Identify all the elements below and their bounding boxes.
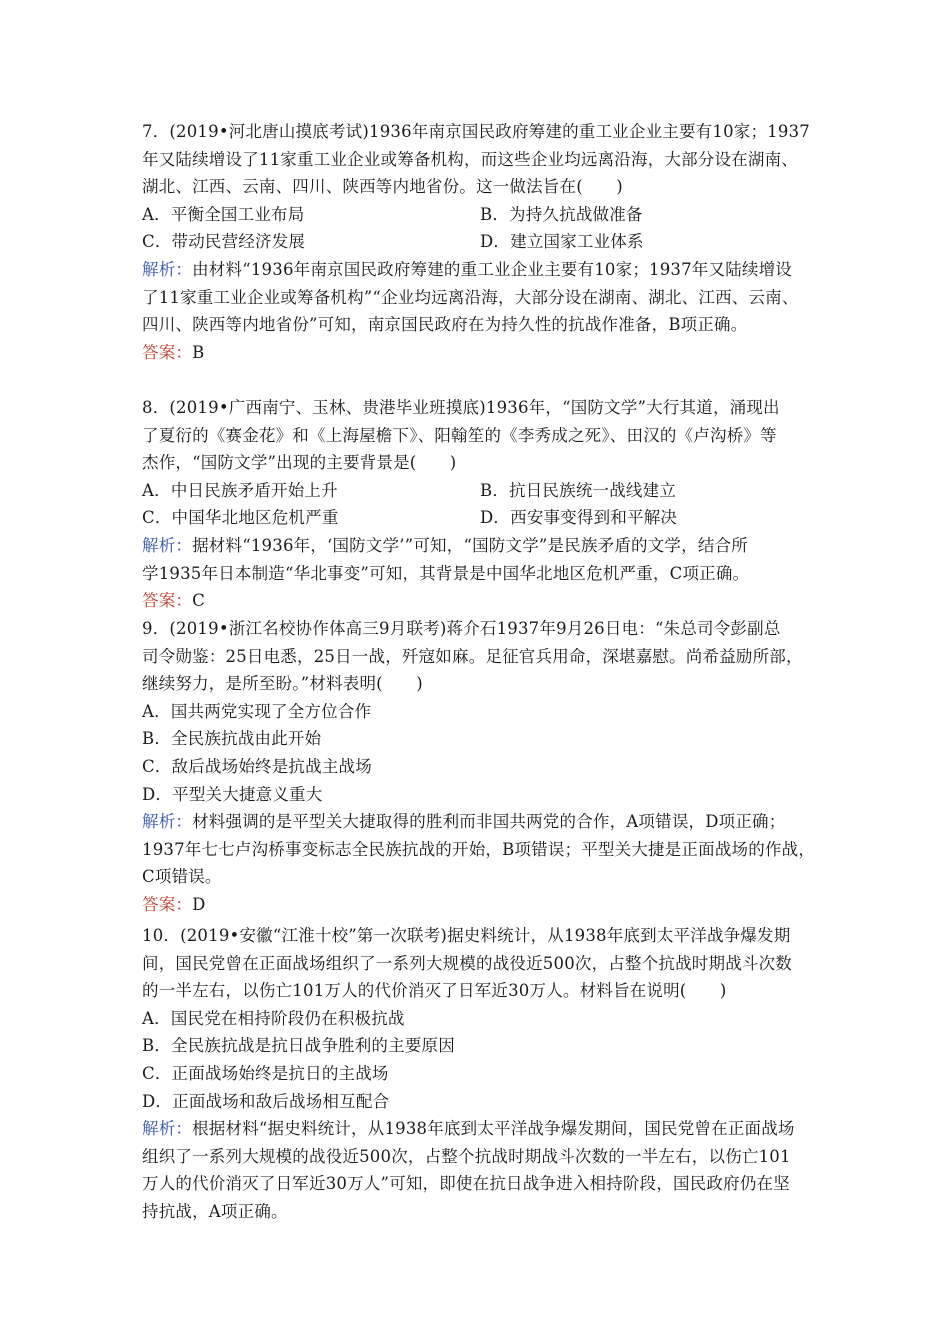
answer-line bbox=[142, 587, 822, 615]
analysis-text: 据材料“1936年，‘国防文学’”可知，“国防文学”是民族矛盾的文学，结合所 bbox=[192, 535, 748, 555]
question-stem-line: 的一半左右，以伤亡101万人的代价消灭了日军近30万人。材料旨在说明( ) bbox=[142, 981, 727, 1001]
analysis-line: 学1935年日本制造“华北事变”可知，其背景是中国华北地区危机严重，C项正确。 bbox=[142, 563, 750, 583]
option-a: A．国共两党实现了全方位合作 bbox=[142, 701, 372, 721]
question-stem-line: 7．(2019•河北唐山摸底考试)1936年南京国民政府筹建的重工业企业主要有10家；1937 bbox=[142, 122, 810, 141]
analysis-line bbox=[142, 532, 822, 560]
question-stem-line: 间，国民党曾在正面战场组织了一系列大规模的战役近500次，占整个抗战时期战斗次数 bbox=[142, 953, 792, 973]
option-b: B．全民族抗战由此开始 bbox=[142, 729, 322, 749]
question-10 bbox=[142, 922, 822, 1226]
question-stem-line: 司令勋鉴：25日电悉，25日一战，歼寇如麻。足征官兵用命，深堪嘉慰。尚希益励所部， bbox=[142, 646, 803, 666]
option-d: D．建立国家工业体系 bbox=[480, 232, 644, 252]
analysis-line bbox=[142, 256, 822, 284]
option-c: C．带动民营经济发展 bbox=[142, 232, 306, 252]
option-c: C．敌后战场始终是抗战主战场 bbox=[142, 756, 372, 776]
option-b: B．全民族抗战是抗日战争胜利的主要原因 bbox=[142, 1036, 455, 1056]
analysis-line bbox=[142, 1115, 822, 1143]
option-b: B．抗日民族统一战线建立 bbox=[480, 480, 677, 500]
analysis-line: 持抗战，A项正确。 bbox=[142, 1201, 288, 1221]
analysis-line: 四川、陕西等内地省份”可知，南京国民政府在为持久性的抗战作准备，B项正确。 bbox=[142, 315, 748, 335]
analysis-label: 解析： bbox=[142, 259, 193, 279]
option-d: D．西安事变得到和平解决 bbox=[480, 508, 678, 528]
analysis-line bbox=[142, 808, 822, 836]
option-c: C．正面战场始终是抗日的主战场 bbox=[142, 1063, 389, 1083]
answer-line bbox=[142, 339, 822, 367]
analysis-text: 材料强调的是平型关大捷取得的胜利而非国共两党的合作，A项错误，D项正确； bbox=[192, 812, 786, 832]
option-d: D．平型关大捷意义重大 bbox=[142, 784, 323, 804]
question-8 bbox=[142, 394, 822, 615]
options-row bbox=[142, 504, 822, 532]
analysis-text: 由材料“1936年南京国民政府筹建的重工业企业主要有10家；1937年又陆续增设 bbox=[192, 259, 793, 279]
question-7 bbox=[142, 118, 822, 366]
answer-value: D bbox=[192, 894, 206, 914]
analysis-line: C项错误。 bbox=[142, 867, 222, 887]
question-stem-line: 了夏衍的《赛金花》和《上海屋檐下》、阳翰笙的《李秀成之死》、田汉的《卢沟桥》等 bbox=[142, 425, 777, 445]
option-c: C．中国华北地区危机严重 bbox=[142, 508, 339, 528]
analysis-line: 万人的代价消灭了日军近30万人”可知，即使在抗日战争进入相持阶段，国民政府仍在坚 bbox=[142, 1174, 790, 1194]
analysis-label: 解析： bbox=[142, 812, 193, 832]
analysis-line: 组织了一系列大规模的战役近500次，占整个抗战时期战斗次数的一半左右，以伤亡101 bbox=[142, 1146, 791, 1166]
analysis-label: 解析： bbox=[142, 1119, 193, 1139]
analysis-label: 解析： bbox=[142, 535, 193, 555]
answer-line bbox=[142, 891, 822, 919]
analysis-line: 1937年七七卢沟桥事变标志全民族抗战的开始，B项错误；平型关大捷是正面战场的作战， bbox=[142, 839, 816, 859]
question-stem-line: 8．(2019•广西南宁、玉林、贵港毕业班摸底)1936年，“国防文学”大行其道，涌现出 bbox=[142, 398, 780, 417]
question-stem-line: 10．(2019•安徽“江淮十校”第一次联考)据史料统计，从1938年底到太平洋战争爆发期 bbox=[142, 926, 791, 945]
answer-value: C bbox=[192, 591, 205, 611]
options-row bbox=[142, 228, 822, 256]
options-row bbox=[142, 477, 822, 505]
option-a: A．平衡全国工业布局 bbox=[142, 204, 305, 224]
analysis-text: 根据材料“据史料统计，从1938年底到太平洋战争爆发期间，国民党曾在正面战场 bbox=[192, 1119, 795, 1139]
option-a: A．国民党在相持阶段仍在积极抗战 bbox=[142, 1008, 405, 1028]
option-d: D．正面战场和敌后战场相互配合 bbox=[142, 1091, 390, 1111]
question-stem-line: 继续努力，是所至盼。”材料表明( ) bbox=[142, 674, 423, 694]
answer-label: 答案： bbox=[142, 591, 193, 611]
analysis-line: 了11家重工业企业或筹备机构”“企业均远离沿海，大部分设在湖南、湖北、江西、云南、 bbox=[142, 287, 799, 307]
question-stem-line: 9．(2019•浙江名校协作体高三9月联考)蒋介石1937年9月26日电：“朱总司令彭副总 bbox=[142, 619, 781, 638]
option-b: B．为持久抗战做准备 bbox=[480, 204, 643, 224]
option-a: A．中日民族矛盾开始上升 bbox=[142, 480, 338, 500]
question-stem-line: 年又陆续增设了11家重工业企业或筹备机构，而这些企业均远离沿海，大部分设在湖南、 bbox=[142, 149, 798, 169]
options-row bbox=[142, 201, 822, 229]
question-stem-line: 湖北、江西、云南、四川、陕西等内地省份。这一做法旨在( ) bbox=[142, 177, 623, 197]
answer-label: 答案： bbox=[142, 894, 193, 914]
question-stem-line: 杰作，“国防文学”出现的主要背景是( ) bbox=[142, 453, 457, 473]
answer-label: 答案： bbox=[142, 342, 193, 362]
answer-value: B bbox=[192, 342, 205, 362]
question-9 bbox=[142, 615, 822, 919]
